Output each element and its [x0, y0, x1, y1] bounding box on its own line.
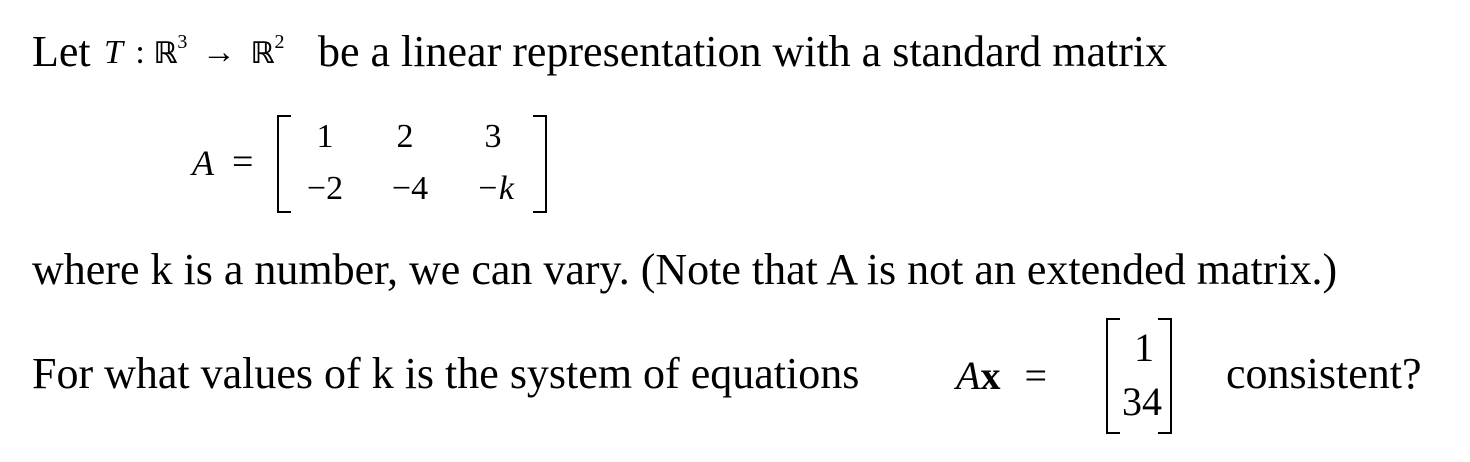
matrix-cell-r1c1: 1 [316, 118, 334, 155]
note-text: where k is a number, we can vary. (Note that A is not an extended matrix.) [32, 245, 1338, 294]
equation [956, 353, 1047, 398]
domain-symbol: ℝ [153, 36, 178, 71]
intro-text [32, 27, 91, 76]
question-text: For what values of k is the system of equations [32, 349, 860, 398]
arrow-symbol: → [201, 34, 236, 71]
vector-entry-2: 34 [1122, 379, 1162, 424]
vector-entry-1: 1 [1134, 325, 1154, 370]
equation-x: x [980, 353, 1001, 398]
intro-suffix: be a linear representation with a standard matrix [318, 27, 1168, 76]
matrix-cell-r1c3: 3 [484, 118, 502, 155]
matrix-right-bracket [533, 115, 547, 213]
codomain-symbol: ℝ [250, 36, 275, 71]
map-T: T [104, 34, 123, 71]
matrix-name: A [192, 143, 214, 183]
matrix-cell-r2c1: −2 [306, 170, 344, 207]
matrix-left-bracket [277, 115, 291, 213]
equation-equals: = [1024, 353, 1047, 398]
codomain-exponent: 2 [274, 31, 285, 53]
matrix-cell-r1c2: 2 [396, 118, 414, 155]
map-colon: : [135, 34, 145, 71]
matrix-cell-r2c3: −k [475, 170, 515, 207]
map-notation [104, 31, 285, 71]
matrix-equals: = [232, 141, 254, 183]
let-word: Let [32, 27, 91, 76]
question-suffix: consistent? [1226, 349, 1422, 398]
domain-exponent: 3 [177, 31, 188, 53]
matrix-cell-r2c2: −4 [391, 170, 429, 207]
equation-A: A [956, 353, 981, 398]
